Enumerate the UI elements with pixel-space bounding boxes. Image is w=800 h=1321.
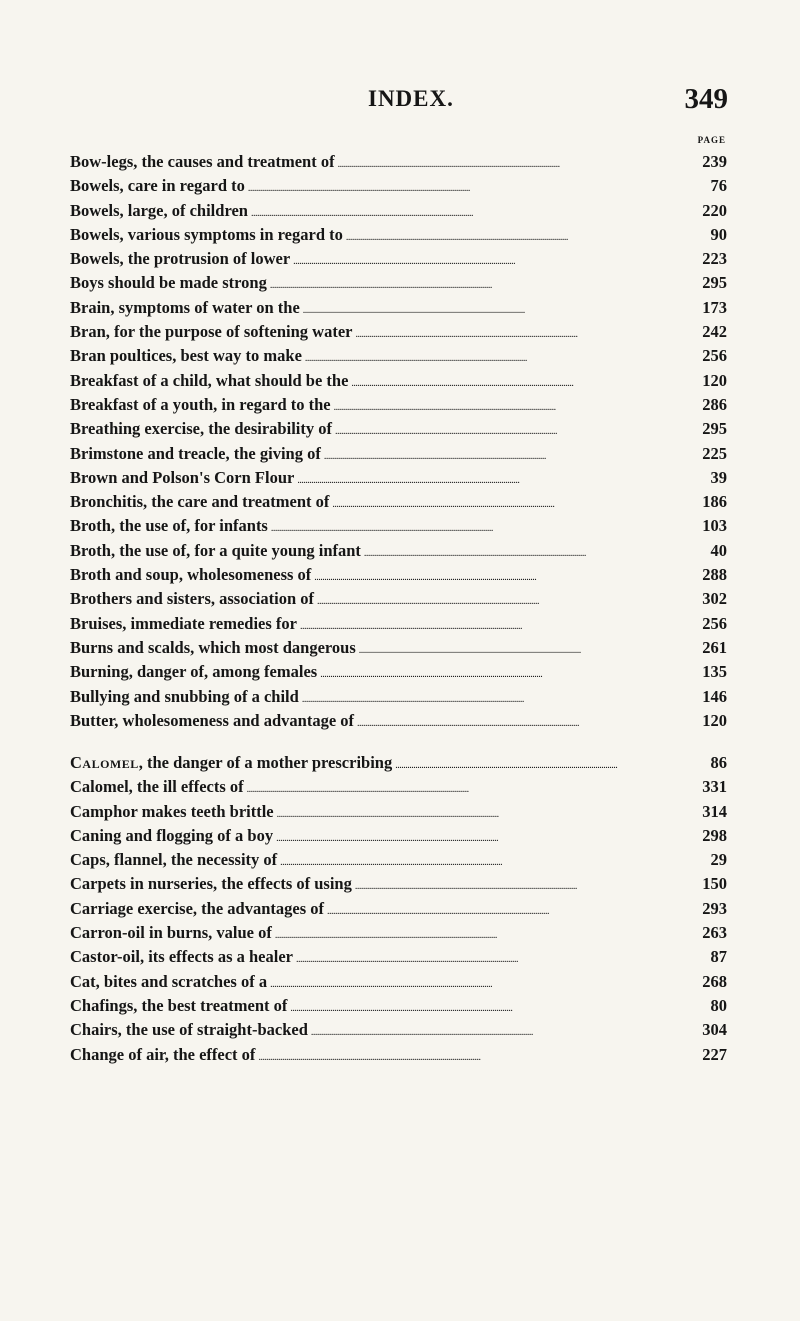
entry-text [70, 199, 248, 223]
dot-leader [270, 271, 699, 298]
index-entry [70, 223, 727, 247]
entry-description: Brain, symptoms of water on the [70, 297, 300, 317]
dot-leader [324, 442, 699, 469]
index-entry [70, 709, 727, 733]
entry-text [70, 1018, 308, 1042]
index-entry [70, 150, 727, 174]
index-section-b [70, 150, 727, 733]
dot-leader [275, 921, 699, 948]
entry-text [70, 344, 302, 368]
entry-description: Boys should be made strong [70, 273, 267, 293]
entry-page-number: 239 [702, 152, 727, 171]
entry-text [70, 247, 290, 271]
dot-leader [247, 775, 700, 802]
index-entry [70, 775, 727, 799]
running-head [368, 83, 728, 120]
dot-leader [351, 369, 699, 396]
entry-text [70, 369, 348, 393]
entry-text [70, 800, 274, 824]
page-column-label: PAGE [697, 135, 726, 145]
entry-text [70, 320, 352, 344]
dot-leader [355, 872, 699, 899]
entry-text [70, 271, 267, 295]
entry-page-number: 261 [702, 637, 727, 657]
entry-page-number: 150 [702, 874, 727, 894]
entry-description: Bran poultices, best way to make [70, 346, 302, 366]
entry-description: Carron-oil in burns, value of [70, 923, 272, 943]
dot-leader [276, 824, 699, 851]
entry-description: Bowels, large, of children [70, 200, 248, 220]
index-entry [70, 247, 727, 271]
entry-description: Bow-legs, the causes and treatment of [70, 152, 335, 171]
entry-description: Burning, danger of, among females [70, 662, 318, 682]
entry-description: Brown and Polson's Corn Flour [70, 467, 295, 487]
index-entry [70, 994, 727, 1018]
entry-description: , the danger of a mother prescribing [138, 753, 393, 772]
dot-leader [302, 685, 699, 712]
entry-description: Bullying and snubbing of a child [70, 686, 299, 706]
index-entry [70, 612, 727, 636]
entry-page-number: 223 [702, 249, 727, 269]
entry-text [70, 945, 293, 969]
dot-leader [335, 417, 699, 444]
entry-text [70, 636, 356, 660]
entry-page-number: 298 [702, 825, 727, 845]
index-entry [70, 800, 727, 824]
entry-description: Bran, for the purpose of softening water [70, 322, 353, 342]
entry-page-number: 295 [702, 273, 727, 293]
index-entry [70, 199, 727, 223]
dot-leader [314, 563, 699, 590]
dot-leader [303, 296, 699, 323]
dot-leader [317, 587, 699, 614]
entry-page-number: 302 [702, 589, 727, 609]
entry-description: Calomel, the ill effects of [70, 777, 244, 797]
index-entry [70, 824, 727, 848]
dot-leader [258, 1043, 699, 1070]
index-entry [70, 921, 727, 945]
entry-description: Carriage exercise, the advantages of [70, 898, 325, 918]
entry-description: Caning and flogging of a boy [70, 825, 274, 845]
entry-description: Brimstone and treacle, the giving of [70, 443, 321, 463]
entry-description: Bowels, the protrusion of lower [70, 249, 291, 269]
index-entry [70, 417, 727, 441]
entry-page-number: 263 [702, 923, 727, 943]
entry-text [70, 824, 273, 848]
index-entry [70, 393, 727, 417]
index-entry [70, 660, 727, 684]
entry-description: Burns and scalds, which most dangerous [70, 637, 356, 657]
entry-page-number: 135 [702, 662, 727, 682]
entry-page-number: 268 [702, 971, 727, 991]
index-entry [70, 563, 727, 587]
index-entry [70, 174, 727, 198]
dot-leader [311, 1018, 699, 1045]
entry-description: Butter, wholesomeness and advantage of [70, 710, 355, 730]
entry-text [70, 417, 332, 441]
dot-leader [277, 800, 700, 827]
index-entry [70, 466, 727, 490]
dot-leader [355, 320, 699, 347]
index-entry [70, 539, 727, 563]
index-entry [70, 751, 727, 775]
entry-description: Chairs, the use of straight-backed [70, 1020, 308, 1040]
index-entry [70, 872, 727, 896]
entry-description: Breakfast of a child, what should be the [70, 370, 349, 390]
dot-leader [305, 344, 699, 371]
dot-leader [395, 751, 700, 778]
index-entry [70, 344, 727, 368]
dot-leader [300, 612, 699, 639]
entry-page-number: 76 [710, 176, 727, 196]
entry-text [70, 775, 244, 799]
dot-leader [270, 970, 699, 997]
entry-description: Breathing exercise, the desirability of [70, 419, 332, 439]
index-entry [70, 369, 727, 393]
entry-page-number: 90 [710, 224, 727, 244]
entry-page-number: 256 [702, 346, 727, 366]
entry-description: Brothers and sisters, association of [70, 589, 314, 609]
entry-description: Broth, the use of, for a quite young infant [70, 540, 361, 560]
index-entry [70, 1018, 727, 1042]
entry-page-number: 227 [702, 1044, 727, 1064]
entry-text [70, 848, 277, 872]
entry-text [70, 685, 299, 709]
entry-description: Broth, the use of, for infants [70, 516, 268, 536]
dot-leader [280, 848, 700, 875]
entry-text [70, 442, 321, 466]
entry-page-number: 120 [702, 710, 727, 730]
entry-page-number: 103 [702, 516, 727, 536]
entry-page-number: 304 [702, 1020, 727, 1040]
entry-description: Change of air, the effect of [70, 1044, 256, 1064]
index-entry [70, 848, 727, 872]
entry-page-number: 40 [710, 540, 727, 560]
dot-leader [357, 709, 699, 736]
entry-description: Cat, bites and scratches of a [70, 971, 268, 991]
entry-page-number: 295 [702, 419, 727, 439]
entry-text [70, 490, 329, 514]
dot-leader [334, 393, 700, 420]
entry-page-number: 331 [702, 777, 727, 797]
dot-leader [359, 636, 699, 663]
entry-page-number: 220 [702, 200, 727, 220]
page-number: 349 [684, 83, 728, 115]
index-entry [70, 514, 727, 538]
entry-text [70, 466, 294, 490]
entry-description: Caps, flannel, the necessity of [70, 850, 278, 870]
index-entry [70, 587, 727, 611]
entry-text [70, 539, 361, 563]
entry-text [70, 709, 354, 733]
index-section-c [70, 751, 727, 1067]
entry-page-number: 120 [702, 370, 727, 390]
index-entry [70, 320, 727, 344]
entry-description: Broth and soup, wholesomeness of [70, 565, 312, 585]
page-title: INDEX. [368, 86, 454, 111]
entry-text [70, 150, 335, 174]
dot-leader [338, 150, 700, 177]
index-entry [70, 685, 727, 709]
entry-description: Bowels, care in regard to [70, 176, 245, 196]
entry-page-number: 314 [702, 801, 727, 821]
entry-page-number: 86 [710, 753, 727, 772]
entry-text [70, 612, 297, 636]
index-entry [70, 636, 727, 660]
entry-page-number: 80 [710, 995, 727, 1015]
entry-text [70, 393, 331, 417]
entry-page-number: 29 [710, 850, 727, 870]
entry-text [70, 872, 352, 896]
index-entry [70, 970, 727, 994]
entry-text [70, 587, 314, 611]
entry-text [70, 897, 324, 921]
entry-description: Camphor makes teeth brittle [70, 801, 274, 821]
index-entry [70, 271, 727, 295]
entry-page-number: 286 [702, 394, 727, 414]
dot-leader [364, 539, 700, 566]
dot-leader [251, 199, 699, 226]
entry-page-number: 146 [702, 686, 727, 706]
entry-page-number: 173 [702, 297, 727, 317]
entry-text [70, 1043, 255, 1067]
index-entry [70, 442, 727, 466]
index-entry [70, 945, 727, 969]
entry-page-number: 256 [702, 613, 727, 633]
index-entry [70, 897, 727, 921]
index-entry [70, 490, 727, 514]
index-entry [70, 296, 727, 320]
dot-leader [320, 660, 699, 687]
entry-page-number: 225 [702, 443, 727, 463]
entry-description: Bruises, immediate remedies for [70, 613, 297, 633]
entry-lead-word: Calomel [70, 753, 139, 772]
entry-page-number: 186 [702, 492, 727, 512]
dot-leader [248, 174, 700, 201]
entry-description: Chafings, the best treatment of [70, 995, 288, 1015]
entry-text [70, 970, 267, 994]
entry-description: Breakfast of a youth, in regard to the [70, 394, 331, 414]
entry-text [70, 921, 272, 945]
dot-leader [296, 945, 700, 972]
entry-text [70, 994, 287, 1018]
entry-description: Castor-oil, its effects as a healer [70, 947, 293, 967]
entry-description: Bowels, various symptoms in regard to [70, 224, 343, 244]
dot-leader [271, 514, 699, 541]
entry-text [70, 751, 392, 775]
entry-page-number: 288 [702, 565, 727, 585]
entry-page-number: 242 [702, 322, 727, 342]
entry-page-number: 293 [702, 898, 727, 918]
entry-text [70, 563, 311, 587]
index-entry [70, 1043, 727, 1067]
entry-text [70, 514, 268, 538]
entry-description: Carpets in nurseries, the effects of using [70, 874, 352, 894]
dot-leader [327, 897, 699, 924]
entry-text [70, 660, 317, 684]
entry-description: Bronchitis, the care and treatment of [70, 492, 330, 512]
entry-text [70, 223, 343, 247]
dot-leader [346, 223, 700, 250]
entry-text [70, 296, 300, 320]
dot-leader [332, 490, 699, 517]
dot-leader [290, 994, 700, 1021]
entry-page-number: 87 [710, 947, 727, 967]
dot-leader [297, 466, 700, 493]
entry-page-number: 39 [710, 467, 727, 487]
dot-leader [293, 247, 699, 274]
entry-text [70, 174, 245, 198]
